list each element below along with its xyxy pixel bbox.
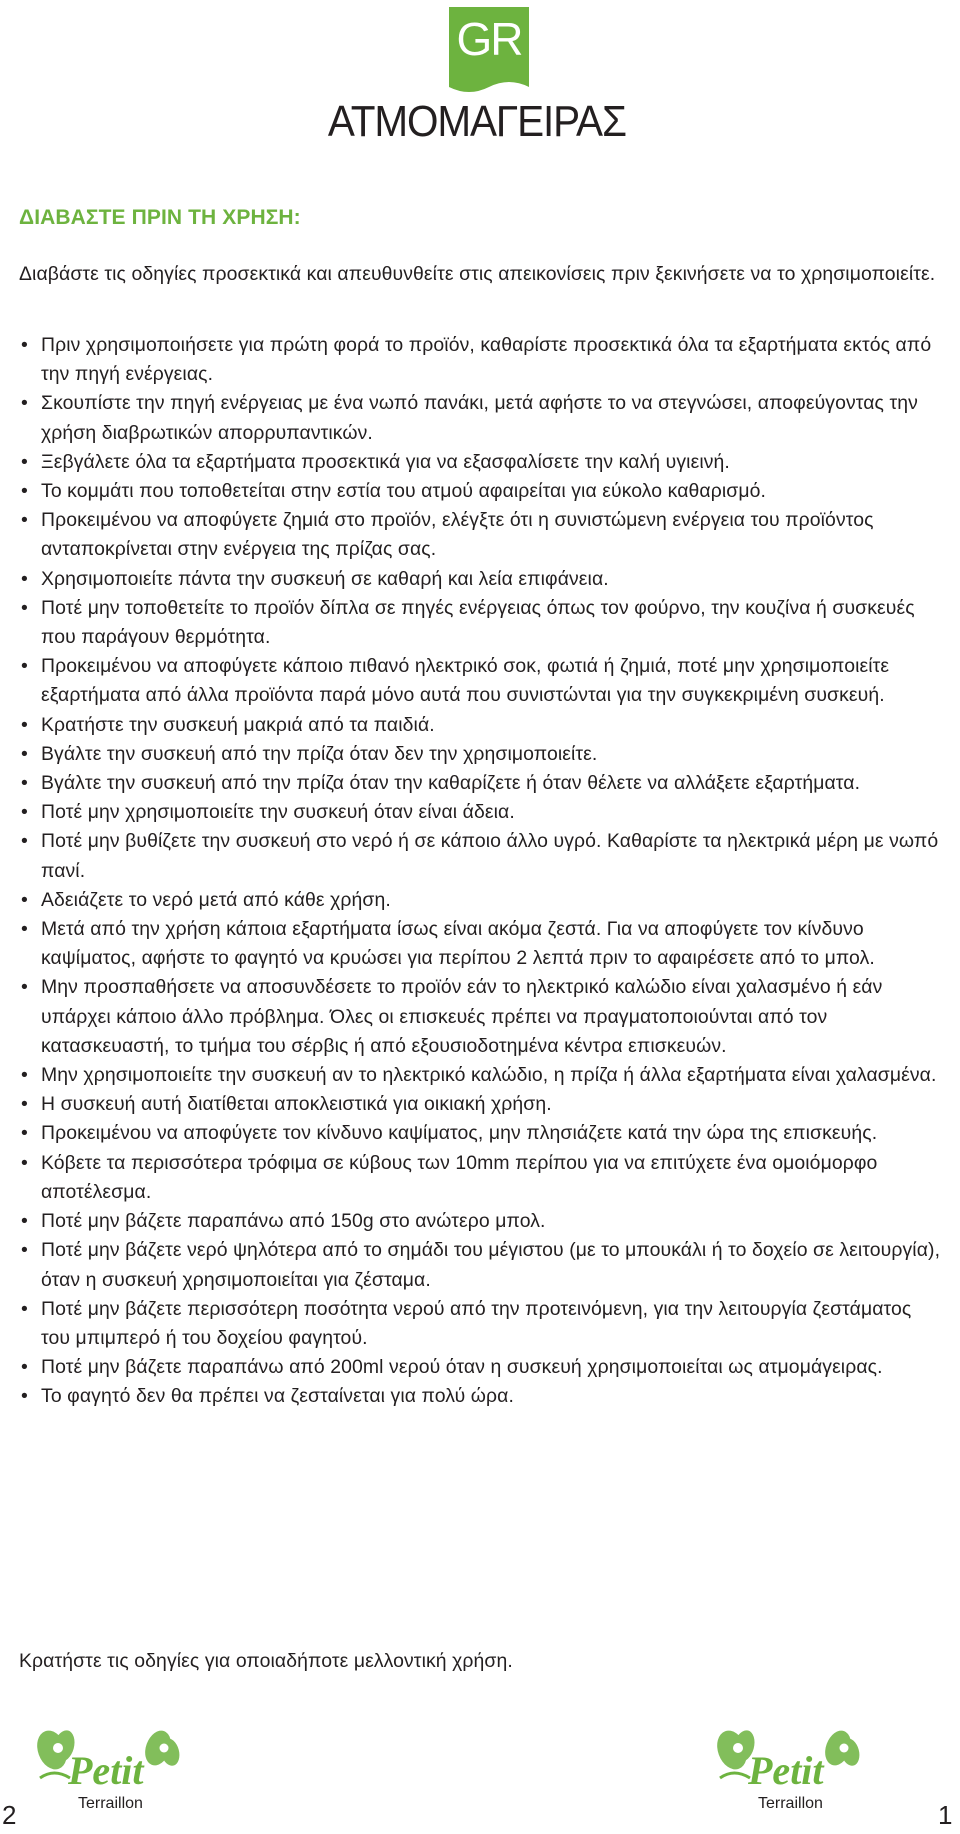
instruction-text: Ξεβγάλετε όλα τα εξαρτήματα προσεκτικά για να εξασφαλίσετε την καλή υγιεινή. (41, 450, 730, 473)
instruction-item (19, 1295, 941, 1353)
instruction-text: Προκειμένου να αποφύγετε κάποιο πιθανό ηλεκτρικό σοκ, φωτιά ή ζημιά, ποτέ μην χρησιμοποιείτε εξαρτήματα από άλλα προϊόντα παρά μόνο αυτά που συνιστώνται για την συγκεκριμένη συσκευή. (41, 655, 890, 707)
instruction-item (19, 1090, 941, 1119)
bullet-icon: • (21, 1093, 28, 1116)
bullet-icon: • (21, 801, 28, 824)
instruction-item (19, 886, 941, 915)
instruction-text: Προκειμένου να αποφύγετε τον κίνδυνο καψίματος, μην πλησιάζετε κατά την ώρα της επισκευής. (41, 1122, 878, 1145)
bullet-icon: • (21, 1356, 28, 1379)
instruction-text: Σκουπίστε την πηγή ενέργειας με ένα νωπό πανάκι, μετά αφήστε το να στεγνώσει, αποφεύγοντας την χρήση διαβρωτικών απορρυπαντικών. (41, 392, 918, 444)
instruction-item (19, 711, 941, 740)
instruction-item (19, 1236, 941, 1294)
instruction-text: Πριν χρησιμοποιήσετε για πρώτη φορά το προϊόν, καθαρίστε προσεκτικά όλα τα εξαρτήματα εκτός από την πηγή ενέργειας. (41, 334, 932, 386)
instruction-text: Προκειμένου να αποφύγετε ζημιά στο προϊόν, ελέγξτε ότι η συνιστώμενη ενέργεια του προϊόντος ανταποκρίνεται στην ενέργεια της πρίζας σας. (41, 509, 874, 561)
bullet-icon: • (21, 918, 28, 941)
instruction-item (19, 973, 941, 1061)
bullet-icon: • (21, 713, 28, 736)
bullet-icon: • (21, 976, 28, 999)
bullet-icon: • (21, 1385, 28, 1408)
bullet-icon: • (21, 334, 28, 356)
bullet-icon: • (21, 772, 28, 795)
bullet-icon: • (21, 1297, 28, 1320)
svg-text:Petit: Petit (68, 1748, 144, 1793)
instruction-text: Ποτέ μην τοποθετείτε το προϊόν δίπλα σε πηγές ενέργειας όπως τον φούρνο, την κουζίνα ή συσκευές που παράγουν θερμότητα. (41, 596, 915, 649)
language-code: GR (456, 13, 522, 65)
instruction-item (19, 1119, 941, 1148)
instruction-text: Μην προσπαθήσετε να αποσυνδέσετε το προϊόν εάν το ηλεκτρικό καλώδιο είναι χαλασμένο ή εάν υπάρχει κάποιο άλλο πρόβλημα. Όλες οι επισκευές πρέπει να πραγματοποιούνται από τον κατασκευαστή, το τμήμα του σέρβις ή από εξουσιοδοτημένα κέντρα επισκευών. (41, 976, 883, 1057)
bullet-icon: • (21, 655, 28, 678)
instruction-item (19, 915, 941, 973)
page-number-right: 1 (938, 1800, 953, 1830)
instruction-text: Βγάλτε την συσκευή από την πρίζα όταν την καθαρίζετε ή όταν θέλετε να αλλάξετε εξαρτήματα. (41, 772, 861, 795)
bullet-icon: • (21, 596, 28, 619)
bullet-icon: • (21, 509, 28, 532)
bullet-icon: • (21, 450, 28, 473)
closing-note: Κρατήστε τις οδηγίες για οποιαδήποτε μελλοντική χρήση. (19, 1650, 513, 1672)
instruction-text: Ποτέ μην βυθίζετε την συσκευή στο νερό ή σε κάποιο άλλο υγρό. Καθαρίστε τα ηλεκτρικά μέρη με νωπό πανί. (41, 830, 939, 882)
intro-paragraph: Διαβάστε τις οδηγίες προσεκτικά και απευθυνθείτε στις απεικονίσεις πριν ξεκινήσετε να το χρησιμοποιείτε. (19, 263, 936, 285)
petit-terraillon-logo (34, 1728, 184, 1818)
instruction-item (19, 1207, 941, 1236)
instruction-text: Κρατήστε την συσκευή μακριά από τα παιδιά. (41, 713, 435, 736)
bullet-icon: • (21, 392, 28, 415)
safety-instructions-list (19, 331, 941, 1412)
instruction-text: Το κομμάτι που τοποθετείται στην εστία του ατμού αφαιρείται για εύκολο καθαρισμό. (41, 480, 766, 503)
instruction-text: Αδειάζετε το νερό μετά από κάθε χρήση. (41, 888, 391, 911)
instruction-item (19, 1149, 941, 1207)
instruction-text: Το φαγητό δεν θα πρέπει να ζεσταίνεται για πολύ ώρα. (41, 1385, 514, 1408)
svg-text:Terraillon: Terraillon (78, 1795, 143, 1812)
bullet-icon: • (21, 480, 28, 503)
bullet-icon: • (21, 1151, 28, 1174)
svg-text:Petit: Petit (748, 1748, 824, 1793)
instruction-item (19, 331, 941, 389)
section-heading: ΔΙΑΒΑΣΤΕ ΠΡΙΝ ΤΗ ΧΡΗΣΗ: (19, 206, 301, 229)
bullet-icon: • (21, 1239, 28, 1262)
instruction-text: Ποτέ μην βάζετε περισσότερη ποσότητα νερού από την προτεινόμενη, για την λειτουργία ζεστάματος του μπιμπερό ή του δοχείου φαγητού. (41, 1297, 912, 1349)
instruction-item (19, 652, 941, 710)
instruction-item (19, 1382, 941, 1411)
instruction-item (19, 594, 941, 652)
instruction-text: Χρησιμοποιείτε πάντα την συσκευή σε καθαρή και λεία επιφάνεια. (41, 567, 609, 590)
instruction-text: Ποτέ μην χρησιμοποιείτε την συσκευή όταν είναι άδεια. (41, 801, 515, 824)
petit-terraillon-logo (714, 1728, 864, 1818)
instruction-text: Η συσκευή αυτή διατίθεται αποκλειστικά για οικιακή χρήση. (41, 1093, 552, 1116)
instruction-text: Μην χρησιμοποιείτε την συσκευή αν το ηλεκτρικό καλώδιο, η πρίζα ή άλλα εξαρτήματα είναι χαλασμένα. (41, 1064, 937, 1087)
bullet-icon: • (21, 888, 28, 911)
instruction-item (19, 506, 941, 564)
bullet-icon: • (21, 567, 28, 590)
page-number-left: 2 (2, 1800, 17, 1830)
instruction-text: Βγάλτε την συσκευή από την πρίζα όταν δεν την χρησιμοποιείτε. (41, 742, 598, 765)
instruction-item (19, 769, 941, 798)
instruction-item (19, 448, 941, 477)
instruction-item (19, 798, 941, 827)
instruction-item (19, 827, 941, 885)
svg-text:Terraillon: Terraillon (758, 1795, 823, 1812)
instruction-item (19, 565, 941, 594)
instruction-text: Κόβετε τα περισσότερα τρόφιμα σε κύβους των 10mm περίπου για να επιτύχετε ένα ομοιόμορφο αποτέλεσμα. (41, 1151, 878, 1203)
instruction-item (19, 477, 941, 506)
bullet-icon: • (21, 1064, 28, 1087)
page-title: ΑΤΜΟΜΑΓΕΙΡΑΣ (328, 97, 626, 146)
instruction-item (19, 389, 941, 447)
bullet-icon: • (21, 830, 28, 853)
instruction-text: Ποτέ μην βάζετε παραπάνω από 200ml νερού όταν η συσκευή χρησιμοποιείται ως ατμομάγειρας. (41, 1356, 883, 1379)
bullet-icon: • (21, 742, 28, 765)
instruction-item (19, 740, 941, 769)
bullet-icon: • (21, 1210, 28, 1233)
bullet-icon: • (21, 1122, 28, 1145)
instruction-text: Ποτέ μην βάζετε παραπάνω από 150g στο ανώτερο μπολ. (41, 1210, 546, 1233)
instruction-item (19, 1061, 941, 1090)
instruction-text: Μετά από την χρήση κάποια εξαρτήματα ίσως είναι ακόμα ζεστά. Για να αποφύγετε τον κίνδυνο καψίματος, αφήστε το φαγητό να κρυώσει για περίπου 2 λεπτά πριν το αφαιρέσετε από το μπολ. (41, 918, 875, 970)
instruction-item (19, 1353, 941, 1382)
instruction-text: Ποτέ μην βάζετε νερό ψηλότερα από το σημάδι του μέγιστου (με το μπουκάλι ή το δοχείο σε λειτουργία), όταν η συσκευή χρησιμοποιείται για ζέσταμα. (41, 1239, 941, 1291)
